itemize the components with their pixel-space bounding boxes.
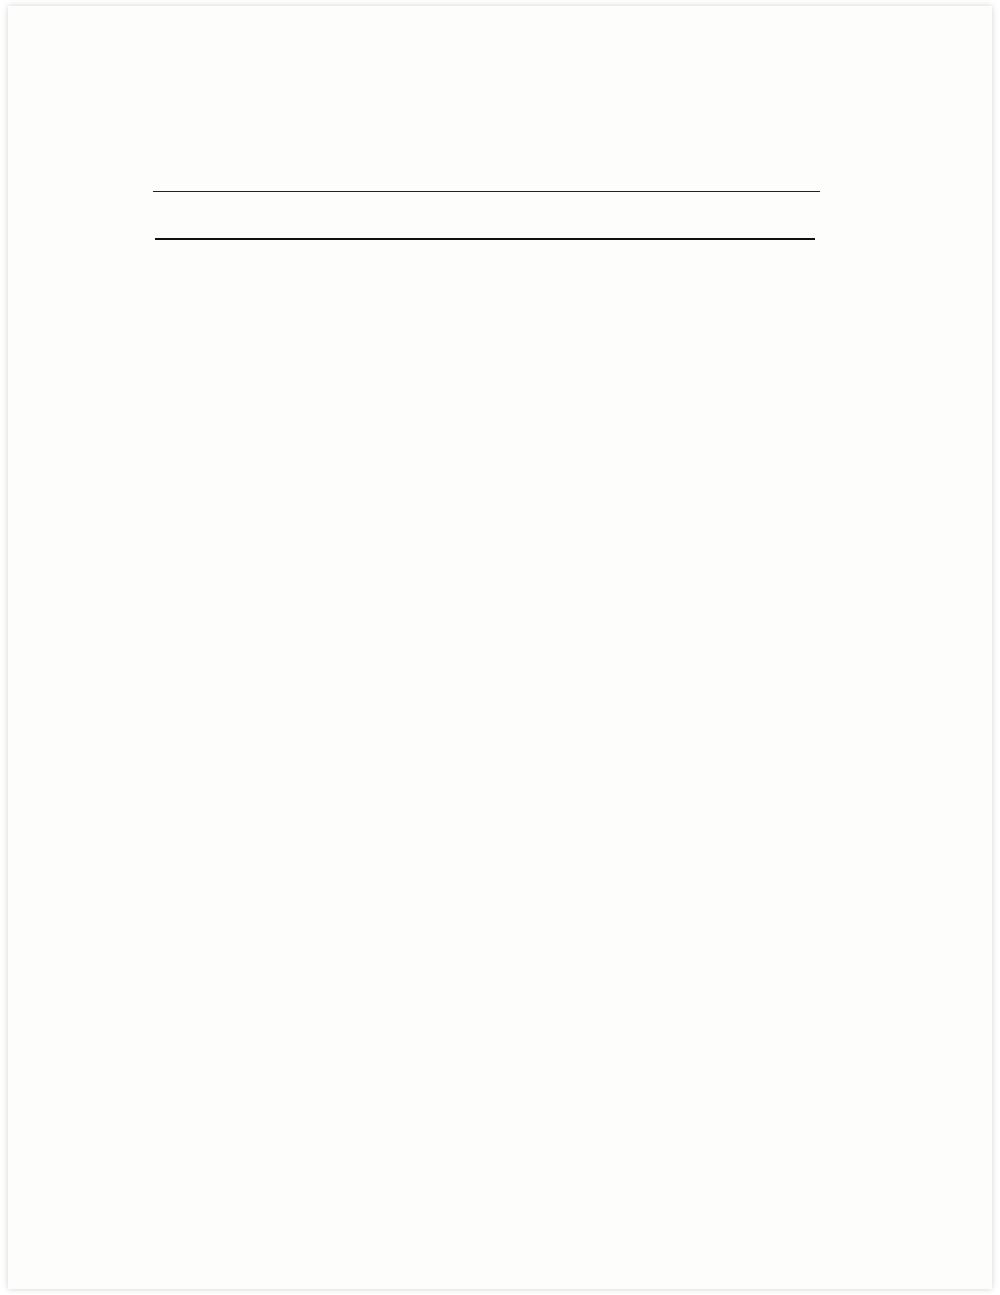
design-document-table xyxy=(155,238,815,239)
document-page xyxy=(8,6,992,1289)
header-rule xyxy=(153,191,820,192)
